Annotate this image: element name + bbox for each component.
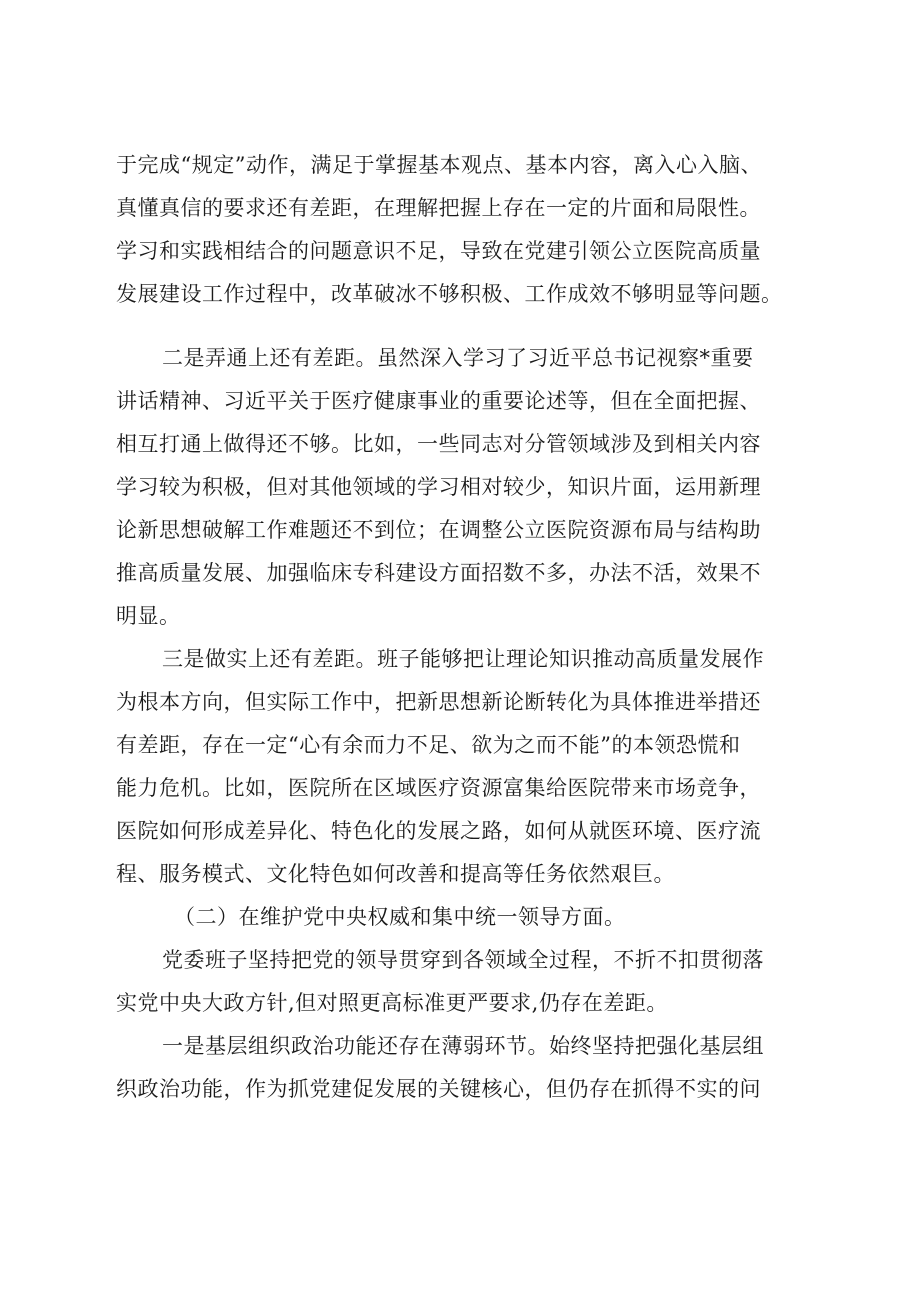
paragraph-first-line: 三是做实上还有差距。班子能够把让理论知识推动高质量发展作 <box>162 647 764 671</box>
text-line: 有差距，存在一定“心有余而力不足、欲为之而不能”的本领恐慌和 <box>116 733 741 757</box>
text-line: 讲话精神、习近平关于医疗健康事业的重要论述等，但在全面把握、 <box>116 389 761 413</box>
text-line: 学习和实践相结合的问题意识不足，导致在党建引领公立医院高质量 <box>116 239 761 263</box>
text-line: 能力危机。比如，医院所在区域医疗资源富集给医院带来市场竞争， <box>116 776 761 800</box>
text-line: 论新思想破解工作难题还不到位；在调整公立医院资源布局与结构助 <box>116 518 761 542</box>
text-line: 推高质量发展、加强临床专科建设方面招数不多，办法不活，效果不 <box>116 561 761 585</box>
text-line: 于完成“规定”动作，满足于掌握基本观点、基本内容，离入心入脑、 <box>116 153 762 177</box>
paragraph-first-line: 二是弄通上还有差距。虽然深入学习了习近平总书记视察*重要 <box>162 346 754 370</box>
text-line: 真懂真信的要求还有差距，在理解把握上存在一定的片面和局限性。 <box>116 196 761 220</box>
text-line: 程、服务模式、文化特色如何改善和提高等任务依然艰巨。 <box>116 862 675 886</box>
text-line: 明显。 <box>116 604 181 628</box>
section-heading: （二）在维护党中央权威和集中统一领导方面。 <box>174 905 626 929</box>
text-line: 相互打通上做得还不够。比如，一些同志对分管领域涉及到相关内容 <box>116 432 761 456</box>
text-line: 学习较为积极，但对其他领域的学习相对较少，知识片面，运用新理 <box>116 475 761 499</box>
text-line: 织政治功能，作为抓党建促发展的关键核心，但仍存在抓得不实的问 <box>116 1077 761 1101</box>
text-line: 医院如何形成差异化、特色化的发展之路，如何从就医环境、医疗流 <box>116 819 761 843</box>
paragraph-first-line: 一是基层组织政治功能还存在薄弱环节。始终坚持把强化基层组 <box>162 1034 764 1058</box>
text-line: 为根本方向，但实际工作中，把新思想新论断转化为具体推进举措还 <box>116 690 761 714</box>
text-line: 实党中央大政方针,但对照更高标准更严要求,仍存在差距。 <box>116 991 668 1015</box>
paragraph-first-line: 党委班子坚持把党的领导贯穿到各领域全过程，不折不扣贯彻落 <box>162 948 764 972</box>
text-line: 发展建设工作过程中，改革破冰不够积极、工作成效不够明显等问题。 <box>116 282 783 306</box>
